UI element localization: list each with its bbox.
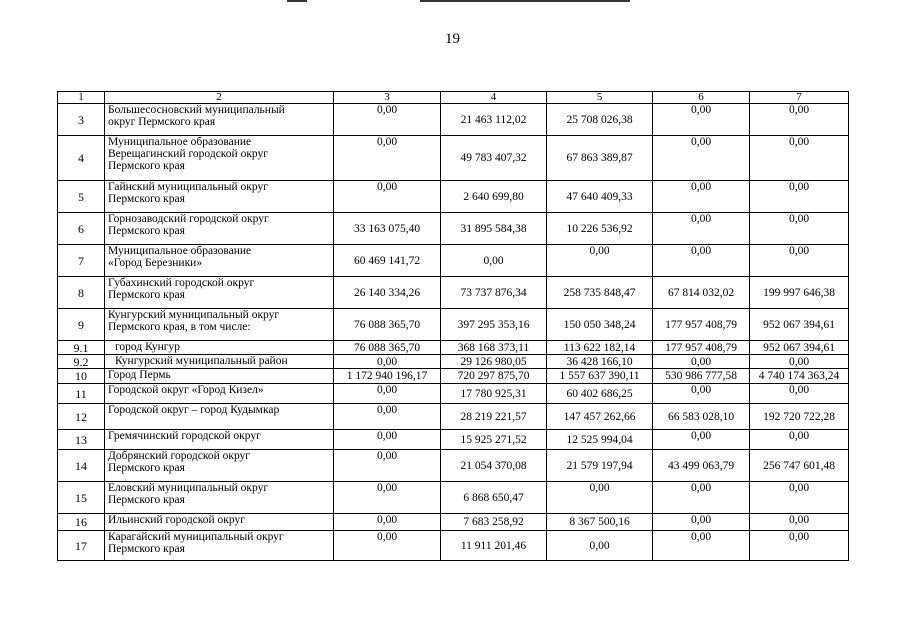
value-cell-c7: 199 997 646,38 xyxy=(750,277,849,309)
value-cell-c5: 25 708 026,38 xyxy=(547,104,653,136)
municipality-name xyxy=(105,104,334,136)
table-row xyxy=(58,136,849,181)
name-line: Муниципальное образование xyxy=(108,136,252,148)
table-row xyxy=(58,341,849,355)
data-table xyxy=(57,91,849,561)
column-header: 4 xyxy=(441,92,547,104)
value-cell-c4: 31 895 584,38 xyxy=(441,213,547,245)
table-row xyxy=(58,531,849,561)
header-row xyxy=(58,92,849,104)
name-line: Ильинский городской округ xyxy=(108,514,245,526)
value-cell-c6: 0,00 xyxy=(653,482,750,514)
value-cell-c3: 0,00 xyxy=(334,355,441,369)
name-line: Город Пермь xyxy=(108,369,171,381)
value-cell-c6: 66 583 028,10 xyxy=(653,404,750,430)
value-cell-c7: 0,00 xyxy=(750,213,849,245)
value-cell-c7: 0,00 xyxy=(750,181,849,213)
value-cell-c4: 21 054 370,08 xyxy=(441,450,547,482)
municipality-name xyxy=(105,450,334,482)
value-cell-c4: 2 640 699,80 xyxy=(441,181,547,213)
name-line: Горнозаводский городской округ xyxy=(108,213,269,225)
top-rule-left xyxy=(287,0,307,2)
value-cell-c6: 0,00 xyxy=(653,213,750,245)
value-cell-c4: 6 868 650,47 xyxy=(441,482,547,514)
name-line: Верещагинский городской округ xyxy=(108,148,268,160)
value-cell-c3: 0,00 xyxy=(334,384,441,404)
name-line: Пермского края xyxy=(108,462,185,474)
table-row xyxy=(58,309,849,341)
name-line: «Город Березники» xyxy=(108,257,203,269)
value-cell-c7: 952 067 394,61 xyxy=(750,341,849,355)
municipality-name xyxy=(105,384,334,404)
value-cell-c4: 28 219 221,57 xyxy=(441,404,547,430)
value-cell-c4: 17 780 925,31 xyxy=(441,384,547,404)
value-cell-c4: 720 297 875,70 xyxy=(441,369,547,384)
value-cell-c7: 256 747 601,48 xyxy=(750,450,849,482)
value-cell-c5: 12 525 994,04 xyxy=(547,430,653,450)
value-cell-c3: 0,00 xyxy=(334,482,441,514)
value-cell-c4: 368 168 373,11 xyxy=(441,341,547,355)
value-cell-c6: 177 957 408,79 xyxy=(653,309,750,341)
row-number: 11 xyxy=(58,384,105,404)
table-row xyxy=(58,450,849,482)
value-cell-c7: 0,00 xyxy=(750,136,849,181)
value-cell-c3: 76 088 365,70 xyxy=(334,341,441,355)
value-cell-c5: 0,00 xyxy=(547,531,653,561)
value-cell-c7: 0,00 xyxy=(750,384,849,404)
value-cell-c3: 76 088 365,70 xyxy=(334,309,441,341)
row-number: 10 xyxy=(58,369,105,384)
table-row xyxy=(58,369,849,384)
column-header: 3 xyxy=(334,92,441,104)
value-cell-c4: 21 463 112,02 xyxy=(441,104,547,136)
value-cell-c5: 258 735 848,47 xyxy=(547,277,653,309)
table-row xyxy=(58,384,849,404)
municipality-name xyxy=(105,309,334,341)
municipality-name xyxy=(105,404,334,430)
value-cell-c3: 0,00 xyxy=(334,181,441,213)
value-cell-c6: 0,00 xyxy=(653,531,750,561)
column-header: 1 xyxy=(58,92,105,104)
value-cell-c4: 11 911 201,46 xyxy=(441,531,547,561)
value-cell-c6: 0,00 xyxy=(653,104,750,136)
municipality-name xyxy=(105,277,334,309)
value-cell-c5: 47 640 409,33 xyxy=(547,181,653,213)
value-cell-c4: 73 737 876,34 xyxy=(441,277,547,309)
municipality-name xyxy=(105,213,334,245)
value-cell-c6: 0,00 xyxy=(653,384,750,404)
value-cell-c6: 177 957 408,79 xyxy=(653,341,750,355)
value-cell-c7: 0,00 xyxy=(750,245,849,277)
value-cell-c7: 4 740 174 363,24 xyxy=(750,369,849,384)
value-cell-c6: 0,00 xyxy=(653,181,750,213)
name-line: Кунгурский муниципальный район xyxy=(115,355,288,367)
value-cell-c6: 0,00 xyxy=(653,355,750,369)
name-line: Губахинский городской округ xyxy=(108,277,255,289)
row-number: 9.1 xyxy=(58,341,105,355)
row-number: 14 xyxy=(58,450,105,482)
value-cell-c5: 10 226 536,92 xyxy=(547,213,653,245)
municipality-name xyxy=(105,341,334,355)
name-line: округ Пермского края xyxy=(108,116,216,128)
name-line: Гайнский муниципальный округ xyxy=(108,181,268,193)
value-cell-c4: 397 295 353,16 xyxy=(441,309,547,341)
value-cell-c6: 0,00 xyxy=(653,514,750,531)
value-cell-c5: 150 050 348,24 xyxy=(547,309,653,341)
municipality-name xyxy=(105,245,334,277)
value-cell-c3: 0,00 xyxy=(334,104,441,136)
row-number: 7 xyxy=(58,245,105,277)
value-cell-c6: 0,00 xyxy=(653,245,750,277)
value-cell-c3: 33 163 075,40 xyxy=(334,213,441,245)
row-number: 15 xyxy=(58,482,105,514)
value-cell-c6: 43 499 063,79 xyxy=(653,450,750,482)
row-number: 5 xyxy=(58,181,105,213)
value-cell-c4: 49 783 407,32 xyxy=(441,136,547,181)
name-line: Пермского края, в том числе: xyxy=(108,321,251,333)
value-cell-c6: 530 986 777,58 xyxy=(653,369,750,384)
row-number: 17 xyxy=(58,531,105,561)
value-cell-c4: 0,00 xyxy=(441,245,547,277)
value-cell-c5: 21 579 197,94 xyxy=(547,450,653,482)
row-number: 9 xyxy=(58,309,105,341)
municipality-name xyxy=(105,181,334,213)
value-cell-c3: 0,00 xyxy=(334,514,441,531)
value-cell-c5: 113 622 182,14 xyxy=(547,341,653,355)
table-row xyxy=(58,181,849,213)
page-number: 19 xyxy=(445,31,460,47)
value-cell-c7: 0,00 xyxy=(750,514,849,531)
name-line: Гремячинский городской округ xyxy=(108,430,261,442)
table-row xyxy=(58,355,849,369)
value-cell-c3: 26 140 334,26 xyxy=(334,277,441,309)
value-cell-c4: 29 126 980,05 xyxy=(441,355,547,369)
value-cell-c3: 0,00 xyxy=(334,430,441,450)
municipality-name xyxy=(105,369,334,384)
row-number: 6 xyxy=(58,213,105,245)
value-cell-c3: 0,00 xyxy=(334,531,441,561)
value-cell-c5: 1 557 637 390,11 xyxy=(547,369,653,384)
name-line: Кунгурский муниципальный округ xyxy=(108,309,280,321)
column-header: 7 xyxy=(750,92,849,104)
value-cell-c5: 0,00 xyxy=(547,245,653,277)
table-row xyxy=(58,404,849,430)
top-rule-right xyxy=(420,0,630,2)
value-cell-c5: 36 428 166,10 xyxy=(547,355,653,369)
name-line: Пермского края xyxy=(108,494,185,506)
name-line: Еловский муниципальный округ xyxy=(108,482,269,494)
column-header: 2 xyxy=(105,92,334,104)
name-line: город Кунгур xyxy=(115,341,181,353)
row-number: 4 xyxy=(58,136,105,181)
value-cell-c7: 0,00 xyxy=(750,430,849,450)
municipality-name xyxy=(105,482,334,514)
row-number: 16 xyxy=(58,514,105,531)
name-line: Большесосновский муниципальный xyxy=(108,104,285,116)
row-number: 13 xyxy=(58,430,105,450)
row-number: 8 xyxy=(58,277,105,309)
table-row xyxy=(58,514,849,531)
municipality-name xyxy=(105,531,334,561)
table-row xyxy=(58,482,849,514)
table-row xyxy=(58,213,849,245)
table-row xyxy=(58,277,849,309)
row-number: 12 xyxy=(58,404,105,430)
value-cell-c5: 8 367 500,16 xyxy=(547,514,653,531)
value-cell-c7: 952 067 394,61 xyxy=(750,309,849,341)
value-cell-c5: 147 457 262,66 xyxy=(547,404,653,430)
column-header: 5 xyxy=(547,92,653,104)
value-cell-c3: 1 172 940 196,17 xyxy=(334,369,441,384)
value-cell-c6: 0,00 xyxy=(653,430,750,450)
municipality-name xyxy=(105,430,334,450)
column-header: 6 xyxy=(653,92,750,104)
value-cell-c4: 15 925 271,52 xyxy=(441,430,547,450)
name-line: Муниципальное образование xyxy=(108,245,252,257)
name-line: Карагайский муниципальный округ xyxy=(108,531,284,543)
value-cell-c5: 0,00 xyxy=(547,482,653,514)
row-number: 3 xyxy=(58,104,105,136)
name-line: Пермского края xyxy=(108,160,185,172)
value-cell-c5: 67 863 389,87 xyxy=(547,136,653,181)
value-cell-c3: 0,00 xyxy=(334,404,441,430)
value-cell-c7: 0,00 xyxy=(750,482,849,514)
value-cell-c6: 67 814 032,02 xyxy=(653,277,750,309)
value-cell-c7: 0,00 xyxy=(750,355,849,369)
value-cell-c4: 7 683 258,92 xyxy=(441,514,547,531)
value-cell-c6: 0,00 xyxy=(653,136,750,181)
table-row xyxy=(58,245,849,277)
name-line: Городской округ «Город Кизел» xyxy=(108,384,264,396)
name-line: Добрянский городской округ xyxy=(108,450,251,462)
value-cell-c5: 60 402 686,25 xyxy=(547,384,653,404)
name-line: Пермского края xyxy=(108,225,185,237)
table-row xyxy=(58,430,849,450)
row-number: 9.2 xyxy=(58,355,105,369)
name-line: Пермского края xyxy=(108,289,185,301)
value-cell-c7: 0,00 xyxy=(750,104,849,136)
name-line: Пермского края xyxy=(108,193,185,205)
municipality-name xyxy=(105,514,334,531)
value-cell-c3: 0,00 xyxy=(334,136,441,181)
table-row xyxy=(58,104,849,136)
value-cell-c3: 60 469 141,72 xyxy=(334,245,441,277)
municipality-name xyxy=(105,136,334,181)
municipality-name xyxy=(105,355,334,369)
name-line: Городской округ – город Кудымкар xyxy=(108,404,280,416)
value-cell-c3: 0,00 xyxy=(334,450,441,482)
value-cell-c7: 192 720 722,28 xyxy=(750,404,849,430)
value-cell-c7: 0,00 xyxy=(750,531,849,561)
name-line: Пермского края xyxy=(108,543,185,555)
